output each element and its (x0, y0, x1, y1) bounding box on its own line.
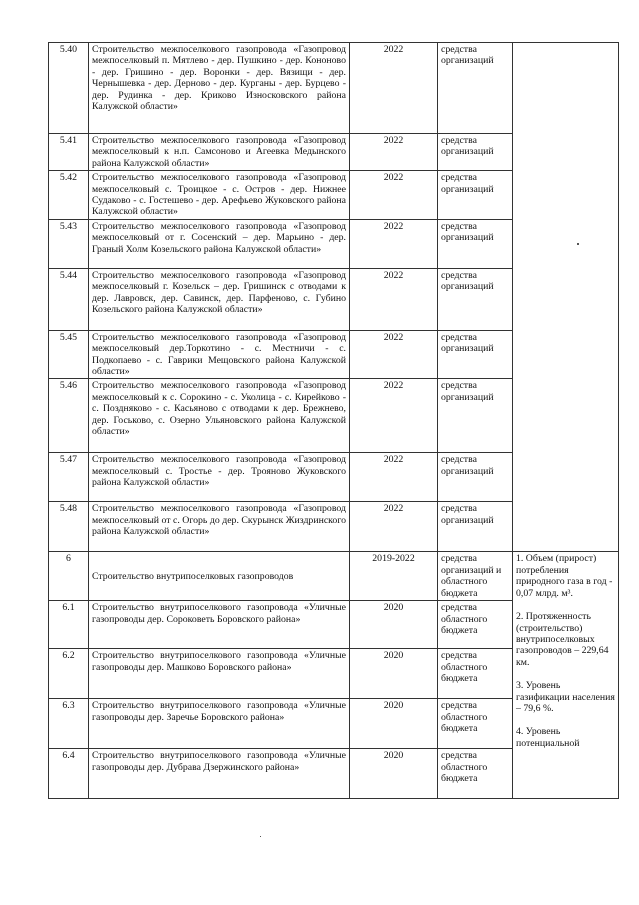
row-funding-source: средства организаций (438, 171, 513, 220)
indicator-item: 3. Уровень газификации населения – 79,6 %. (516, 680, 615, 714)
row-number: 5.46 (49, 379, 89, 453)
row-funding-source: средства областного бюджета (438, 699, 513, 749)
indicators-cell (513, 552, 619, 799)
row-number: 6.3 (49, 699, 89, 749)
row-funding-source: средства областного бюджета (438, 749, 513, 799)
row-funding-source: средства организаций и областного бюджета (438, 552, 513, 601)
indicators-cell-empty (513, 43, 619, 552)
indicator-item: 2. Протяженность (строительство) внутрипоселковых газопроводов – 229,64 км. (516, 611, 609, 668)
row-funding-source: средства организаций (438, 379, 513, 453)
row-funding-source: средства организаций (438, 268, 513, 330)
scan-speck (577, 243, 579, 245)
row-year: 2022 (350, 134, 438, 171)
row-funding-source: средства областного бюджета (438, 649, 513, 699)
row-year: 2022 (350, 268, 438, 330)
row-funding-source: средства организаций (438, 502, 513, 552)
row-number: 5.45 (49, 330, 89, 379)
row-description: Строительство межпоселкового газопровода «Газопровод межпоселковый к с. Сорокино - с. Уколица - с. Кирейково - с. Поздняково - с. Касьяново с отводами к дер. Брежнево, дер. Госьково, с. Озерно Ульяновского района Калужской области» (89, 379, 350, 453)
row-description: Строительство межпоселкового газопровода «Газопровод межпоселковый к н.п. Самсоново и Агеевка Медынского района Калужской области» (89, 134, 350, 171)
row-funding-source: средства организаций (438, 330, 513, 379)
row-year: 2020 (350, 649, 438, 699)
row-number: 5.44 (49, 268, 89, 330)
row-description: Строительство межпоселкового газопровода «Газопровод межпоселковый г. Козельск – дер. Гришинск с отводами к дер. Лавровск, дер. Савинск, дер. Парфеново, с. Губино Козельского района Калужской области» (89, 268, 350, 330)
row-number: 6 (49, 552, 89, 601)
indicator-item: 1. Объем (прирост) потребления природного газа в год - 0,07 млрд. м³. (516, 553, 613, 599)
row-year: 2022 (350, 330, 438, 379)
row-number: 5.42 (49, 171, 89, 220)
row-description: Строительство межпоселкового газопровода «Газопровод межпоселковый от г. Сосенский – дер. Марьино - дер. Граный Холм Козельского района Калужской области» (89, 219, 350, 268)
row-description: Строительство внутрипоселковых газопроводов (89, 552, 350, 601)
row-funding-source: средства организаций (438, 134, 513, 171)
row-funding-source: средства организаций (438, 219, 513, 268)
row-year: 2022 (350, 171, 438, 220)
row-description: Строительство межпоселкового газопровода «Газопровод межпоселковый от с. Огорь до дер. Скурынск Жиздринского района Калужской области» (89, 502, 350, 552)
row-description: Строительство внутрипоселкового газопровода «Уличные газопроводы дер. Сороковеть Боровского района» (89, 601, 350, 649)
row-funding-source: средства областного бюджета (438, 601, 513, 649)
row-year: 2022 (350, 379, 438, 453)
row-number: 5.48 (49, 502, 89, 552)
row-number: 5.40 (49, 43, 89, 134)
row-year: 2022 (350, 453, 438, 502)
row-number: 6.1 (49, 601, 89, 649)
row-number: 5.41 (49, 134, 89, 171)
row-description: Строительство внутрипоселкового газопровода «Уличные газопроводы дер. Заречье Боровского района» (89, 699, 350, 749)
row-number: 6.2 (49, 649, 89, 699)
row-description: Строительство межпоселкового газопровода «Газопровод межпоселковый дер.Торкотино - с. Местничи - с. Подкопаево - с. Гаврики Мещовского района Калужской области» (89, 330, 350, 379)
row-description: Строительство межпоселкового газопровода «Газопровод межпоселковый с. Троицкое - с. Остров - дер. Нижнее Судаково - с. Гостешево - дер. Арефьево Жуковского района Калужской области» (89, 171, 350, 220)
indicator-item: 4. Уровень потенциальной (516, 726, 580, 749)
table-row (49, 43, 619, 134)
row-description: Строительство внутрипоселкового газопровода «Уличные газопроводы дер. Дубрава Дзержинского района» (89, 749, 350, 799)
row-year: 2020 (350, 601, 438, 649)
row-year: 2022 (350, 502, 438, 552)
row-year: 2022 (350, 219, 438, 268)
row-description: Строительство межпоселкового газопровода «Газопровод межпоселковый с. Тростье - дер. Трояново Жуковского района Калужской области» (89, 453, 350, 502)
table-row (49, 552, 619, 601)
scan-speck (260, 836, 261, 837)
row-number: 5.47 (49, 453, 89, 502)
row-year: 2020 (350, 749, 438, 799)
row-funding-source: средства организаций (438, 453, 513, 502)
row-funding-source: средства организаций (438, 43, 513, 134)
program-table (48, 42, 619, 799)
row-number: 6.4 (49, 749, 89, 799)
row-year: 2020 (350, 699, 438, 749)
row-year: 2022 (350, 43, 438, 134)
row-description: Строительство внутрипоселкового газопровода «Уличные газопроводы дер. Машково Боровского района» (89, 649, 350, 699)
row-description: Строительство межпоселкового газопровода «Газопровод межпоселковый п. Мятлево - дер. Пушкино - дер. Кононово - дер. Гришино - дер. Воронки - дер. Вязищи - дер. Чернышевка - дер. Дерново - дер. Курганы - дер. Бурцево - дер. Рудинка - дер. Криково Износковского района Калужской области» (89, 43, 350, 134)
row-year: 2019-2022 (350, 552, 438, 601)
row-number: 5.43 (49, 219, 89, 268)
